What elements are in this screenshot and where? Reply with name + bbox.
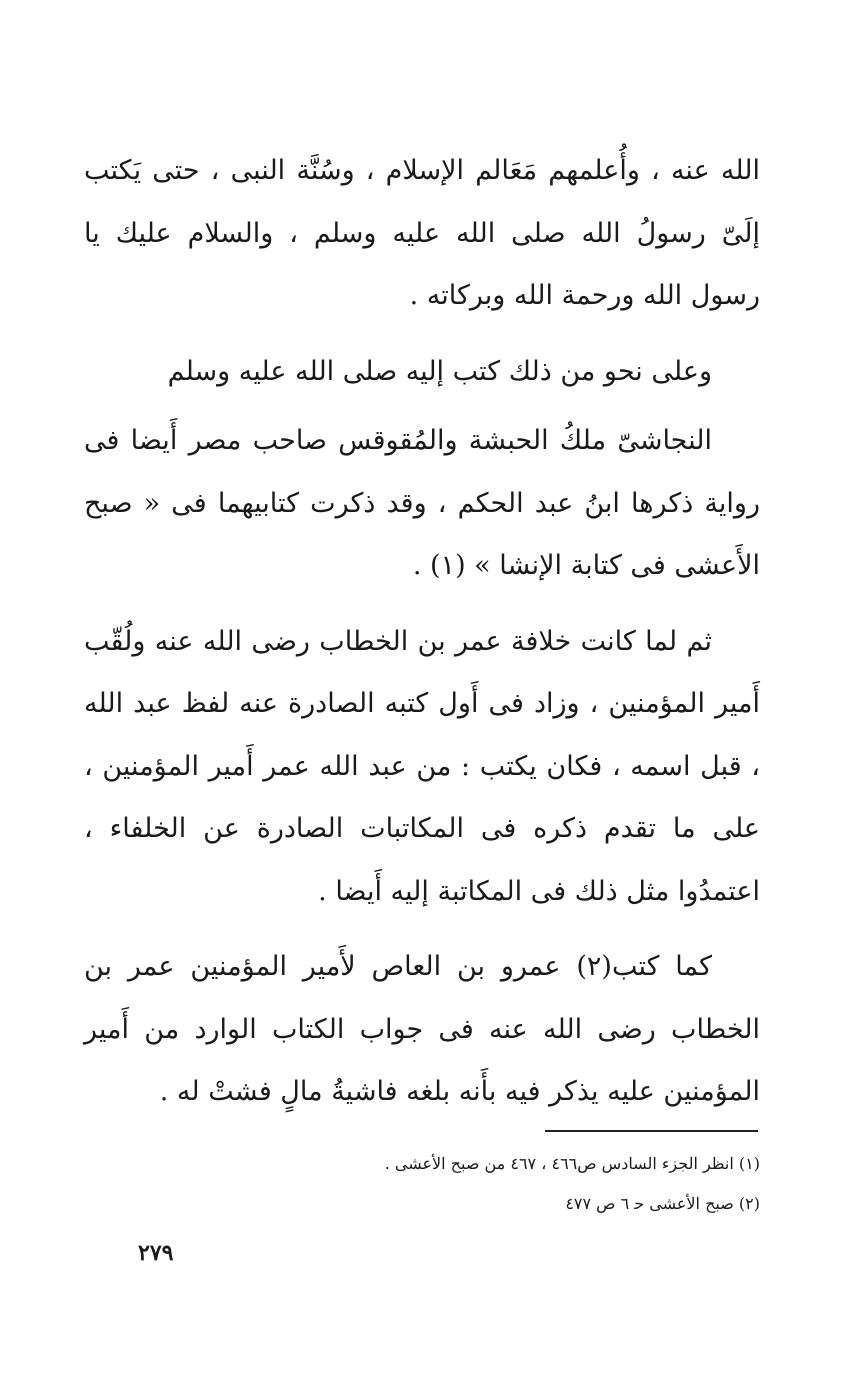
footnotes (290, 1144, 760, 1224)
paragraph-continuation: الله عنه ، وأُعلمهم مَعَالم الإسلام ، وسُنَّة النبى ، حتى يَكتب إلَىّ رسولُ الله صلى الله عليه وسلم ، والسلام عليك يا رسول الله ورحمة الله وبركاته . (84, 155, 760, 311)
footnote-divider (545, 1130, 758, 1132)
paragraph-umar-caliphate: ثم لما كانت خلافة عمر بن الخطاب رضى الله عنه ولُقّب أَمير المؤمنين ، وزاد فى أَول كتبه الصادرة عنه لفظ عبد الله ، قبل اسمه ، فكان يكتب : من عبد الله عمر أَمير المؤمنين ، على ما تقدم ذكره فى المكاتبات الصادرة عن الخلفاء ، اعتمدُوا مثل ذلك فى المكاتبة إليه أَيضا . (84, 625, 760, 907)
footnote-1: (١) انظر الجزء السادس ص٤٦٦ ، ٤٦٧ من صبح الأعشى . (384, 1154, 760, 1173)
main-text (84, 140, 760, 1124)
paragraph-amr-letter: كما كتب(٢) عمرو بن العاص لأَمير المؤمنين عمر بن الخطاب رضى الله عنه فى جواب الكتاب الوارد من أَمير المؤمنين عليه يذكر فيه بأَنه بلغه فاشيةُ مالٍ فشتْ له . (84, 951, 760, 1107)
footnote-2: (٢) صبح الأعشى ﺣ ٦ ص ٤٧٧ (565, 1194, 760, 1213)
paragraph-najashi: النجاشىّ ملكُ الحبشة والمُقوقس صاحب مصر أَيضا فى رواية ذكرها ابنُ عبد الحكم ، وقد ذكرت كتابيهما فى « صبح الأَعشى فى كتابة الإنشا » (١) . (84, 425, 760, 581)
page-number: ٢٧٩ (138, 1240, 174, 1266)
paragraph-najashi-intro: وعلى نحو من ذلك كتب إليه صلى الله عليه وسلم (167, 355, 712, 387)
